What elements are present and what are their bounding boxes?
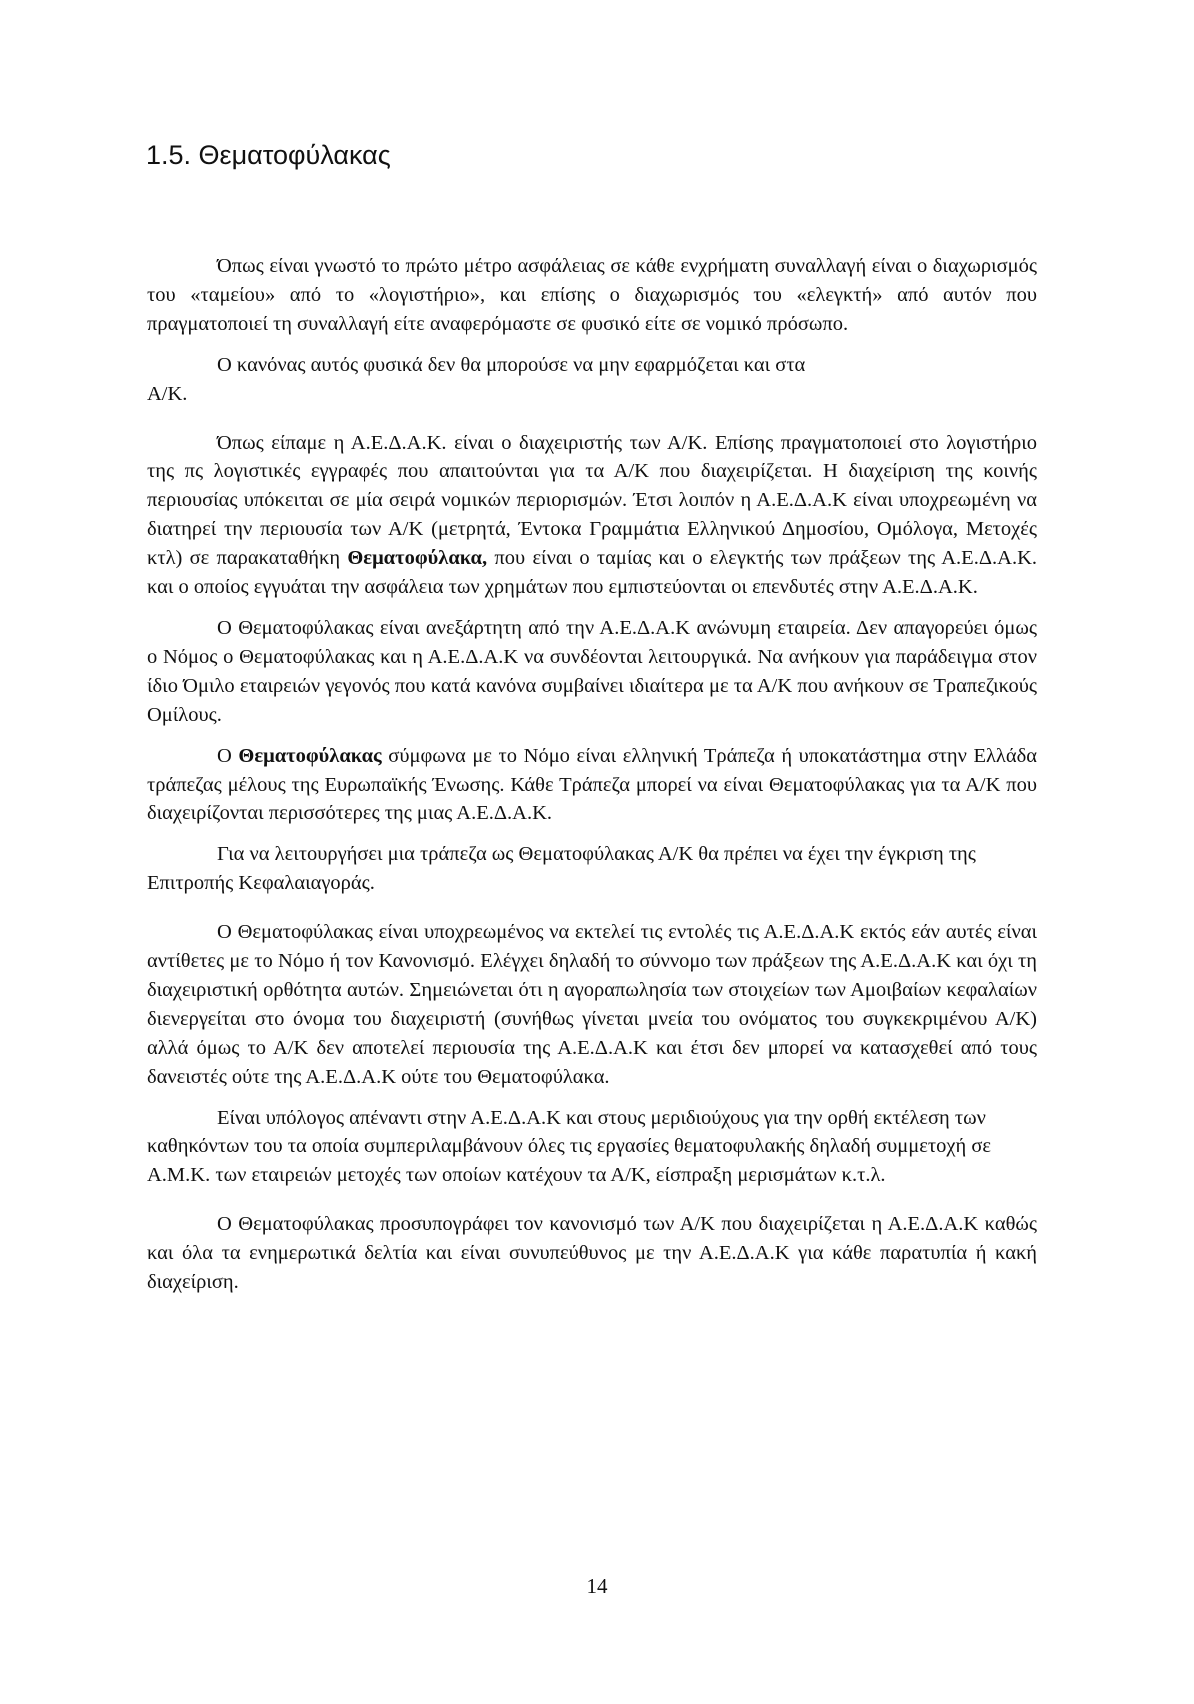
paragraph-text: σύμφωνα με το Νόμο είναι ελληνική Τράπεζα ή υποκατάστημα στην Ελλάδα τράπεζας μέλους της Ευρωπαϊκής Ένωσης. Κάθε Τράπεζα μπορεί να είναι Θεματοφύλακας για τα Α/Κ που διαχειρίζονται περισσότερες της μιας Α.Ε.Δ.Α.Κ. (147, 744, 1037, 825)
body-text (147, 252, 1037, 1309)
paragraph-obligations: Ο Θεματοφύλακας είναι υποχρεωμένος να εκτελεί τις εντολές τις Α.Ε.Δ.Α.Κ εκτός εάν αυτές είναι αντίθετες με το Νόμο ή τον Κανονισμό. Ελέγχει δηλαδή το σύννομο των πράξεων της Α.Ε.Δ.Α.Κ και όχι τη διαχειριστική ορθότητα αυτών. Σημειώνεται ότι η αγοραπωλησία των στοιχείων των Αμοιβαίων κεφαλαίων διενεργείται στο όνομα του διαχειριστή (συνήθως γίνεται μνεία του ονόματος του συγκεκριμένου Α/Κ) αλλά όμως το Α/Κ δεν αποτελεί περιουσία της Α.Ε.Δ.Α.Κ και έτσι δεν μπορεί να κατασχεθεί από τους δανειστές ούτε της Α.Ε.Δ.Α.Κ ούτε του Θεματοφύλακα. (147, 921, 1037, 1088)
paragraph-aedak-manager (147, 429, 1037, 602)
paragraph-bank-requirement (147, 742, 1037, 829)
page-number: 14 (586, 1574, 608, 1598)
paragraph-text: που είναι ο ταμίας και ο ελεγκτής των πράξεων της Α.Ε.Δ.Α.Κ. και ο οποίος εγγυάται την ασφάλεια των χρημάτων που εμπιστεύονται οι επενδυτές στην Α.Ε.Δ.Α.Κ. (147, 547, 1037, 599)
paragraph-approval: Για να λειτουργήσει μια τράπεζα ως Θεματοφύλακας Α/Κ θα πρέπει να έχει την έγκριση της Επιτροπής Κεφαλαιαγοράς. (147, 843, 976, 895)
paragraph-cosigning: Ο Θεματοφύλακας προσυπογράφει τον κανονισμό των Α/Κ που διαχειρίζεται η Α.Ε.Δ.Α.Κ καθώς και όλα τα ενημερωτικά δελτία και είναι συνυπεύθυνος με την Α.Ε.Δ.Α.Κ για κάθε παρατυπία ή κακή διαχείριση. (147, 1213, 1037, 1294)
paragraph-text: Όπως είπαμε η Α.Ε.Δ.Α.Κ. είναι ο διαχειριστής των Α/Κ. Επίσης πραγματοποιεί στο λογιστήριο της πς λογιστικές εγγραφές που απαιτούνται για τα Α/Κ που διαχειρίζεται. Η διαχείριση της κοινής περιουσίας υπόκειται σε μία σειρά νομικών περιορισμών. Έτσι λοιπόν η Α.Ε.Δ.Α.Κ είναι υποχρεωμένη να διατηρεί την περιουσία των Α/Κ (μετρητά, Έντοκα Γραμμάτια Ελληνικού Δημοσίου, Ομόλογα, Μετοχές κτλ) σε παρακαταθήκη (147, 431, 1037, 570)
paragraph-rule: Ο κανόνας αυτός φυσικά δεν θα μπορούσε να μην εφαρμόζεται και στα (217, 353, 806, 376)
paragraph-accountability: Είναι υπόλογος απέναντι στην Α.Ε.Δ.Α.Κ και στους μεριδιούχους για την ορθή εκτέλεση των καθηκόντων του τα οποία συμπεριλαμβάνουν όλες τις εργασίες θεματοφυλακής δηλαδή συμμετοχή σε Α.Μ.Κ. των εταιρειών μετοχές των οποίων κατέχουν τα Α/Κ, είσπραξη μερισμάτων κ.τ.λ. (147, 1106, 991, 1187)
paragraph-independence: Ο Θεματοφύλακας είναι ανεξάρτητη από την Α.Ε.Δ.Α.Κ ανώνυμη εταιρεία. Δεν απαγορεύει όμως ο Νόμος ο Θεματοφύλακας και η Α.Ε.Δ.Α.Κ να συνδέονται λειτουργικά. Να ανήκουν για παράδειγμα στον ίδιο Όμιλο εταιρειών γεγονός που κατά κανόνα συμβαίνει ιδιαίτερα με τα Α/Κ που ανήκουν σε Τραπεζικούς Ομίλους. (147, 616, 1037, 726)
bold-term: Θεματοφύλακας (238, 744, 382, 767)
paragraph-intro: Όπως είναι γνωστό το πρώτο μέτρο ασφάλειας σε κάθε ενχρήματη συναλλαγή είναι ο διαχωρισμός του «ταμείου» από το «λογιστήριο», και επίσης ο διαχωρισμός του «ελεγκτή» από αυτόν που πραγματοποιεί τη συναλλαγή είτε αναφερόμαστε σε φυσικό είτε σε νομικό πρόσωπο. (147, 255, 1037, 335)
section-heading: 1.5. Θεματοφύλακας (146, 140, 391, 170)
paragraph-text: Ο (217, 744, 239, 767)
bold-term: Θεματοφύλακα, (347, 547, 488, 570)
paragraph-ak-label: Α/Κ. (147, 382, 188, 405)
